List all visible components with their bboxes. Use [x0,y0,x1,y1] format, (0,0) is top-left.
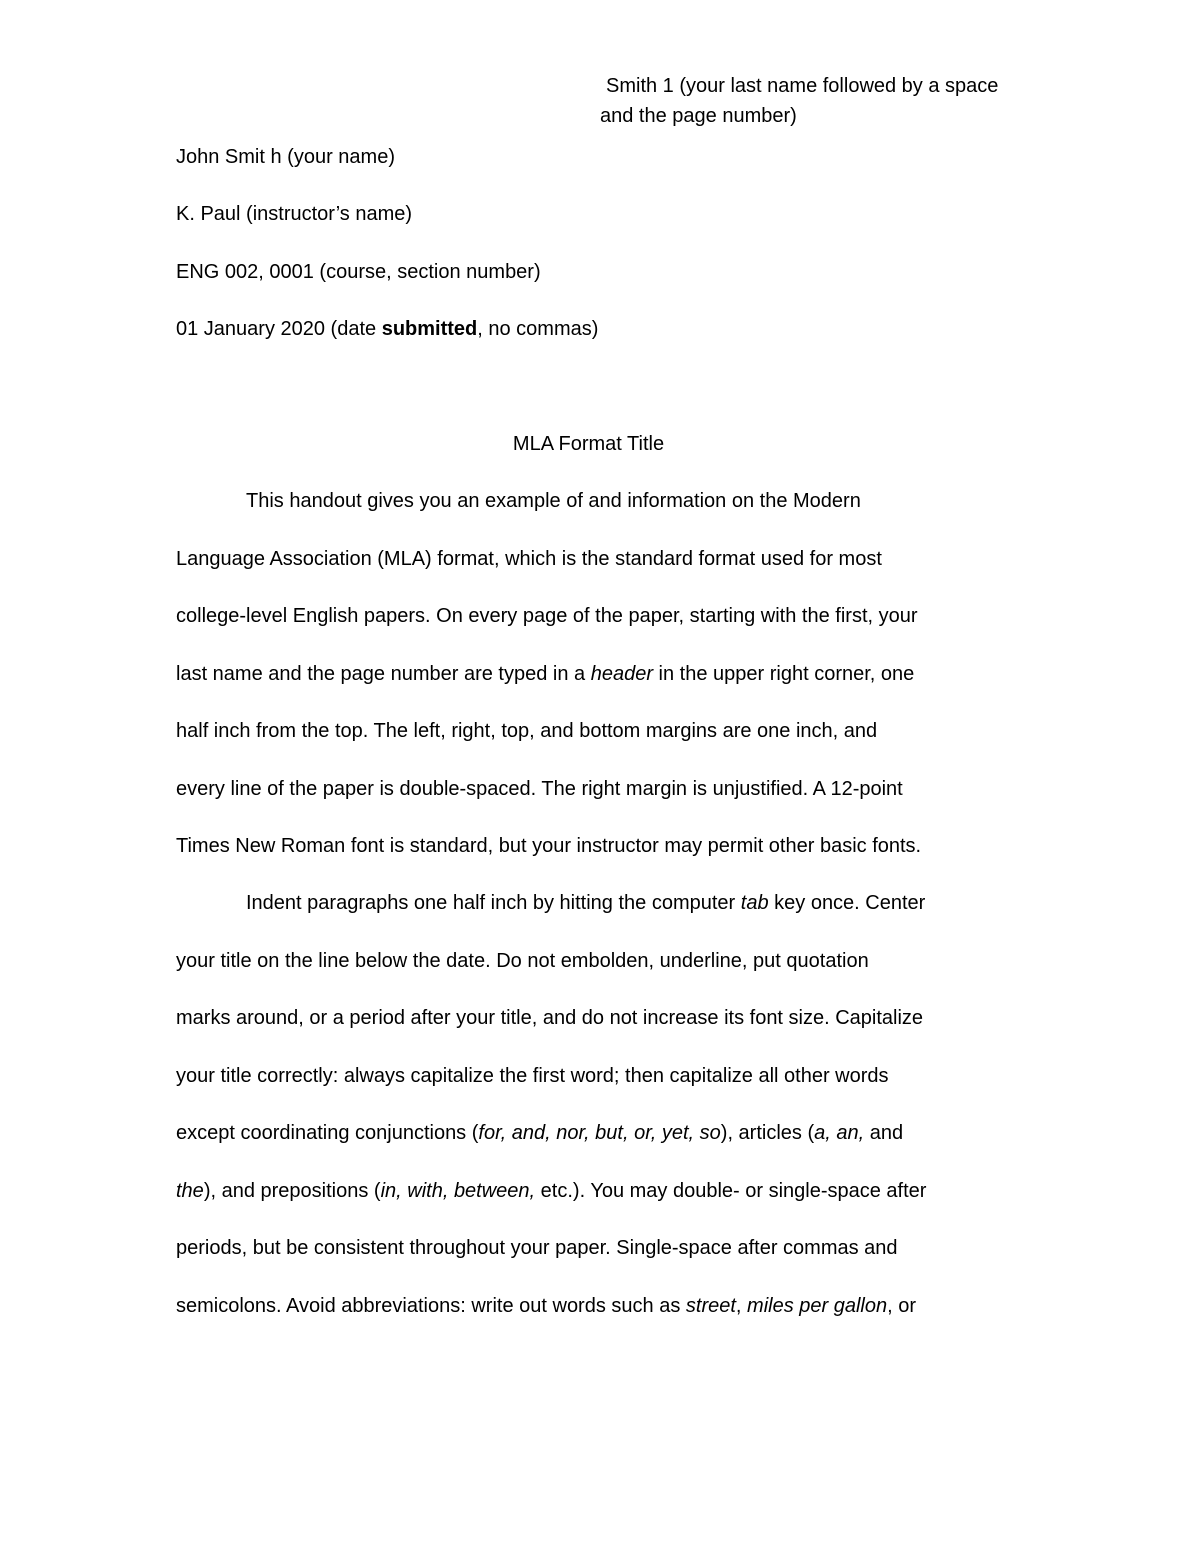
date-prefix: 01 January 2020 (date [176,318,382,340]
p2-line-6 [176,1179,926,1203]
p2-l6-italic-2: in, with, between, [380,1180,536,1202]
p2-l1-b: key once. Center [768,892,926,914]
p2-l8-a: semicolons. Avoid abbreviations: write out words such as [176,1295,686,1317]
p1-line-7: Times New Roman font is standard, but your instructor may permit other basic fonts. [176,835,922,857]
p1-line-2: Language Association (MLA) format, which is the standard format used for most [176,548,882,570]
p2-line-7: periods, but be consistent throughout your paper. Single-space after commas and [176,1237,898,1259]
p2-l6-a: ), and prepositions ( [203,1180,381,1202]
p2-l8-italic-2: miles per gallon [747,1295,888,1317]
course-info: ENG 002, 0001 (course, section number) [176,261,541,283]
p1-l4-italic: header [590,663,653,685]
p2-l1-italic: tab [740,892,769,914]
p2-l8-c: , or [887,1295,917,1317]
p2-l6-b: etc.). You may double- or single-space after [535,1180,927,1202]
running-header-line-1: Smith 1 (your last name followed by a space [606,75,999,97]
p1-line-6: every line of the paper is double-spaced. The right margin is unjustified. A 12-point [176,778,903,800]
p2-l6-italic-1: the [176,1180,204,1202]
p2-l8-b: , [735,1295,748,1317]
paper-title: MLA Format Title [512,433,665,455]
p2-line-2: your title on the line below the date. Do not embolden, underline, put quotation [176,950,869,972]
student-name: John Smit h (your name) [176,146,395,168]
p2-l5-a: except coordinating conjunctions ( [176,1122,479,1144]
p2-line-1 [246,891,925,915]
p2-l5-b: ), articles ( [720,1122,815,1144]
p2-line-8 [176,1294,916,1318]
p1-line-4 [176,662,914,686]
p1-line-5: half inch from the top. The left, right, top, and bottom margins are one inch, and [176,720,878,742]
p2-l8-italic-1: street [685,1295,736,1317]
p1-l4-b: in the upper right corner, one [653,663,915,685]
p2-line-5 [176,1121,903,1145]
date-submitted [176,317,598,341]
p2-l5-italic-1: for, and, nor, but, or, yet, so [478,1122,721,1144]
p1-line-1: This handout gives you an example of and information on the Modern [246,490,861,512]
p2-line-3: marks around, or a period after your title, and do not increase its font size. Capitalize [176,1007,924,1029]
running-header-line-2: and the page number) [600,105,797,127]
p2-l1-a: Indent paragraphs one half inch by hitting the computer [246,892,741,914]
date-suffix: , no commas) [477,318,599,340]
p2-line-4: your title correctly: always capitalize the first word; then capitalize all other words [176,1065,889,1087]
p1-l4-a: last name and the page number are typed in a [176,663,591,685]
instructor-name: K. Paul (instructor’s name) [176,203,413,225]
p2-l5-italic-2: a, an, [814,1122,865,1144]
p2-l5-c: and [864,1122,904,1144]
date-bold-word: submitted [381,318,478,340]
p1-line-3: college-level English papers. On every page of the paper, starting with the first, your [176,605,918,627]
